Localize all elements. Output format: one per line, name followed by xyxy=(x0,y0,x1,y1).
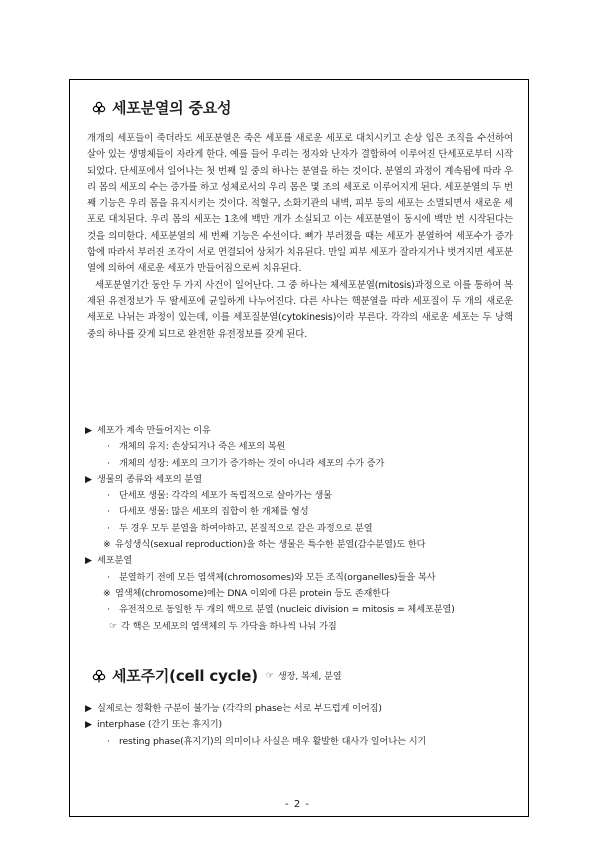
pointing-hand-icon: ☞ xyxy=(265,670,274,681)
list-item-text: 다세포 생물: 많은 세포의 집합이 한 개체를 형성 xyxy=(119,506,309,518)
list-item-text: 단세포 생물: 각각의 세포가 독립적으로 살아가는 생물 xyxy=(119,490,332,502)
list-item-text: 세포분열 xyxy=(97,555,133,567)
list-item-text: 개체의 유지: 손상되거나 죽은 세포의 복원 xyxy=(119,441,286,453)
reference-mark-icon: ※ xyxy=(103,539,111,551)
dot-bullet-icon: · xyxy=(107,522,110,534)
list-item xyxy=(85,456,515,472)
triangle-bullet-icon: ▶ xyxy=(85,703,92,714)
dot-bullet-icon: · xyxy=(107,604,110,616)
list-item-text: 유성생식(sexual reproduction)을 하는 생물은 특수한 분열(감수분열)도 한다 xyxy=(115,539,426,551)
dot-bullet-icon: · xyxy=(107,441,110,453)
list-item xyxy=(85,586,515,602)
triangle-bullet-icon: ▶ xyxy=(85,425,92,436)
list-item xyxy=(85,553,515,569)
dot-bullet-icon: · xyxy=(107,506,110,518)
triangle-bullet-icon: ▶ xyxy=(85,473,92,485)
list-item xyxy=(85,570,515,586)
list-item xyxy=(85,701,515,717)
body-text xyxy=(87,131,513,343)
list-item-text: resting phase(휴지기)의 의미이나 사실은 매우 활발한 대사가 일어나는 시기 xyxy=(119,735,427,747)
list-item-text: 실제로는 정확한 구분이 불가능 (각각의 phase는 서로 부드럽게 이어짐) xyxy=(97,703,382,714)
list-item-text: 개체의 성장: 세포의 크기가 증가하는 것이 아니라 세포의 수가 증가 xyxy=(119,457,385,469)
triangle-bullet-icon: ▶ xyxy=(85,719,92,731)
reference-mark-icon: ※ xyxy=(103,587,111,599)
list-item xyxy=(85,619,515,635)
section-heading-cell-division xyxy=(92,97,231,118)
list-item xyxy=(85,537,515,553)
dot-bullet-icon: · xyxy=(107,490,110,502)
paragraph-2: 세포분열기간 동안 두 가지 사건이 일어난다. 그 중 하나는 체세포분열(mitosis)과정으로 이를 통하여 복제된 유전정보가 두 딸세포에 균일하게 나누어진다. 다른 사나는 핵분열을 따라 세포질이 두 개의 새로운 세포로 나뉘는 과정이 있는데, 이를 세포질분열(cytokinesis)이라 부른다. 각각의 새로운 세포는 두 낭핵 중의 하나를 갖게 되므로 완전한 유전정보를 갖게 된다. xyxy=(87,279,513,340)
list-item-text: 세포가 계속 만들어지는 이유 xyxy=(97,425,211,436)
section-title: 세포주기(cell cycle) xyxy=(112,667,258,685)
clover-icon xyxy=(92,101,106,115)
triangle-bullet-icon: ▶ xyxy=(85,555,92,567)
section-title: 세포분열의 중요성 xyxy=(112,99,232,117)
pointing-hand-icon: ☞ xyxy=(109,620,118,632)
section-note: 생장, 복제, 분열 xyxy=(278,672,342,682)
list-item xyxy=(85,521,515,537)
list-item xyxy=(85,602,515,618)
page-number: - 2 - xyxy=(285,799,310,810)
list-item xyxy=(85,423,515,439)
dot-bullet-icon: · xyxy=(107,457,110,469)
list-item-text: 각 핵은 모세포의 염색체의 두 가닥을 하나씩 나눠 가짐 xyxy=(121,620,337,632)
list-item-text: 분열하기 전에 모든 염색체(chromosomes)와 모든 조직(organelles)들을 복사 xyxy=(119,571,436,583)
list-item-text: 생물의 종류와 세포의 분열 xyxy=(97,473,202,485)
cell-cycle-list xyxy=(85,701,515,750)
list-item xyxy=(85,717,515,733)
list-item xyxy=(85,734,515,750)
outline-list xyxy=(85,423,515,635)
list-item-text: 염색체(chromosome)에는 DNA 이외에 다른 protein 등도 존재한다 xyxy=(115,587,390,599)
paragraph-1: 개개의 세포들이 죽더라도 세포분열은 죽은 세포를 새로운 세포로 대치시키고 손상 입은 조직을 수선하여 살아 있는 생명체들이 자라게 한다. 예를 들어 우리는 정자와 난자가 결합하여 이루어진 단세포로부터 시작되었다. 단세포에서 일어나는 첫 번째 일 중의 하나는 분열을 하는 것이다. 분열의 과정이 계속됨에 따라 우리 몸의 세포의 수는 증가를 하고 성체로서의 우리 몸은 몇 조의 세포로 이루어지게 된다. 세포분열의 두 번째 기능은 우리 몸을 유지시키는 것이다. 적혈구, 소화기관의 내벽, 피부 등의 세포는 소멸되면서 새로운 세포로 대치된다. 우리 몸의 세포는 1초에 백만 개가 소실되고 이는 세포분열이 동시에 백만 번 시작된다는 것을 의미한다. 세포분열의 세 번째 기능은 수선이다. 뼈가 부러졌을 때는 세포가 분열하여 세포수가 증가함에 따라서 부러진 조각이 서로 연결되어 상처가 치유된다. 만일 피부 세포가 잘라지거나 벗겨지면 세포분열에 의하여 새로운 세포가 만들어짐으로써 치유된다. xyxy=(87,133,513,275)
list-item xyxy=(85,472,515,488)
list-item-text: 유전적으로 동일한 두 개의 핵으로 분열 (nucleic division = mitosis = 체세포분열) xyxy=(119,604,455,616)
list-item-text: interphase (간기 또는 휴지기) xyxy=(97,719,222,731)
section-heading-cell-cycle xyxy=(92,665,342,686)
dot-bullet-icon: · xyxy=(107,571,110,583)
dot-bullet-icon: · xyxy=(107,735,110,747)
list-item xyxy=(85,504,515,520)
list-item xyxy=(85,439,515,455)
list-item xyxy=(85,488,515,504)
list-item-text: 두 경우 모두 분열을 하여야하고, 본질적으로 같은 과정으로 분열 xyxy=(119,522,373,534)
clover-icon xyxy=(92,669,106,683)
